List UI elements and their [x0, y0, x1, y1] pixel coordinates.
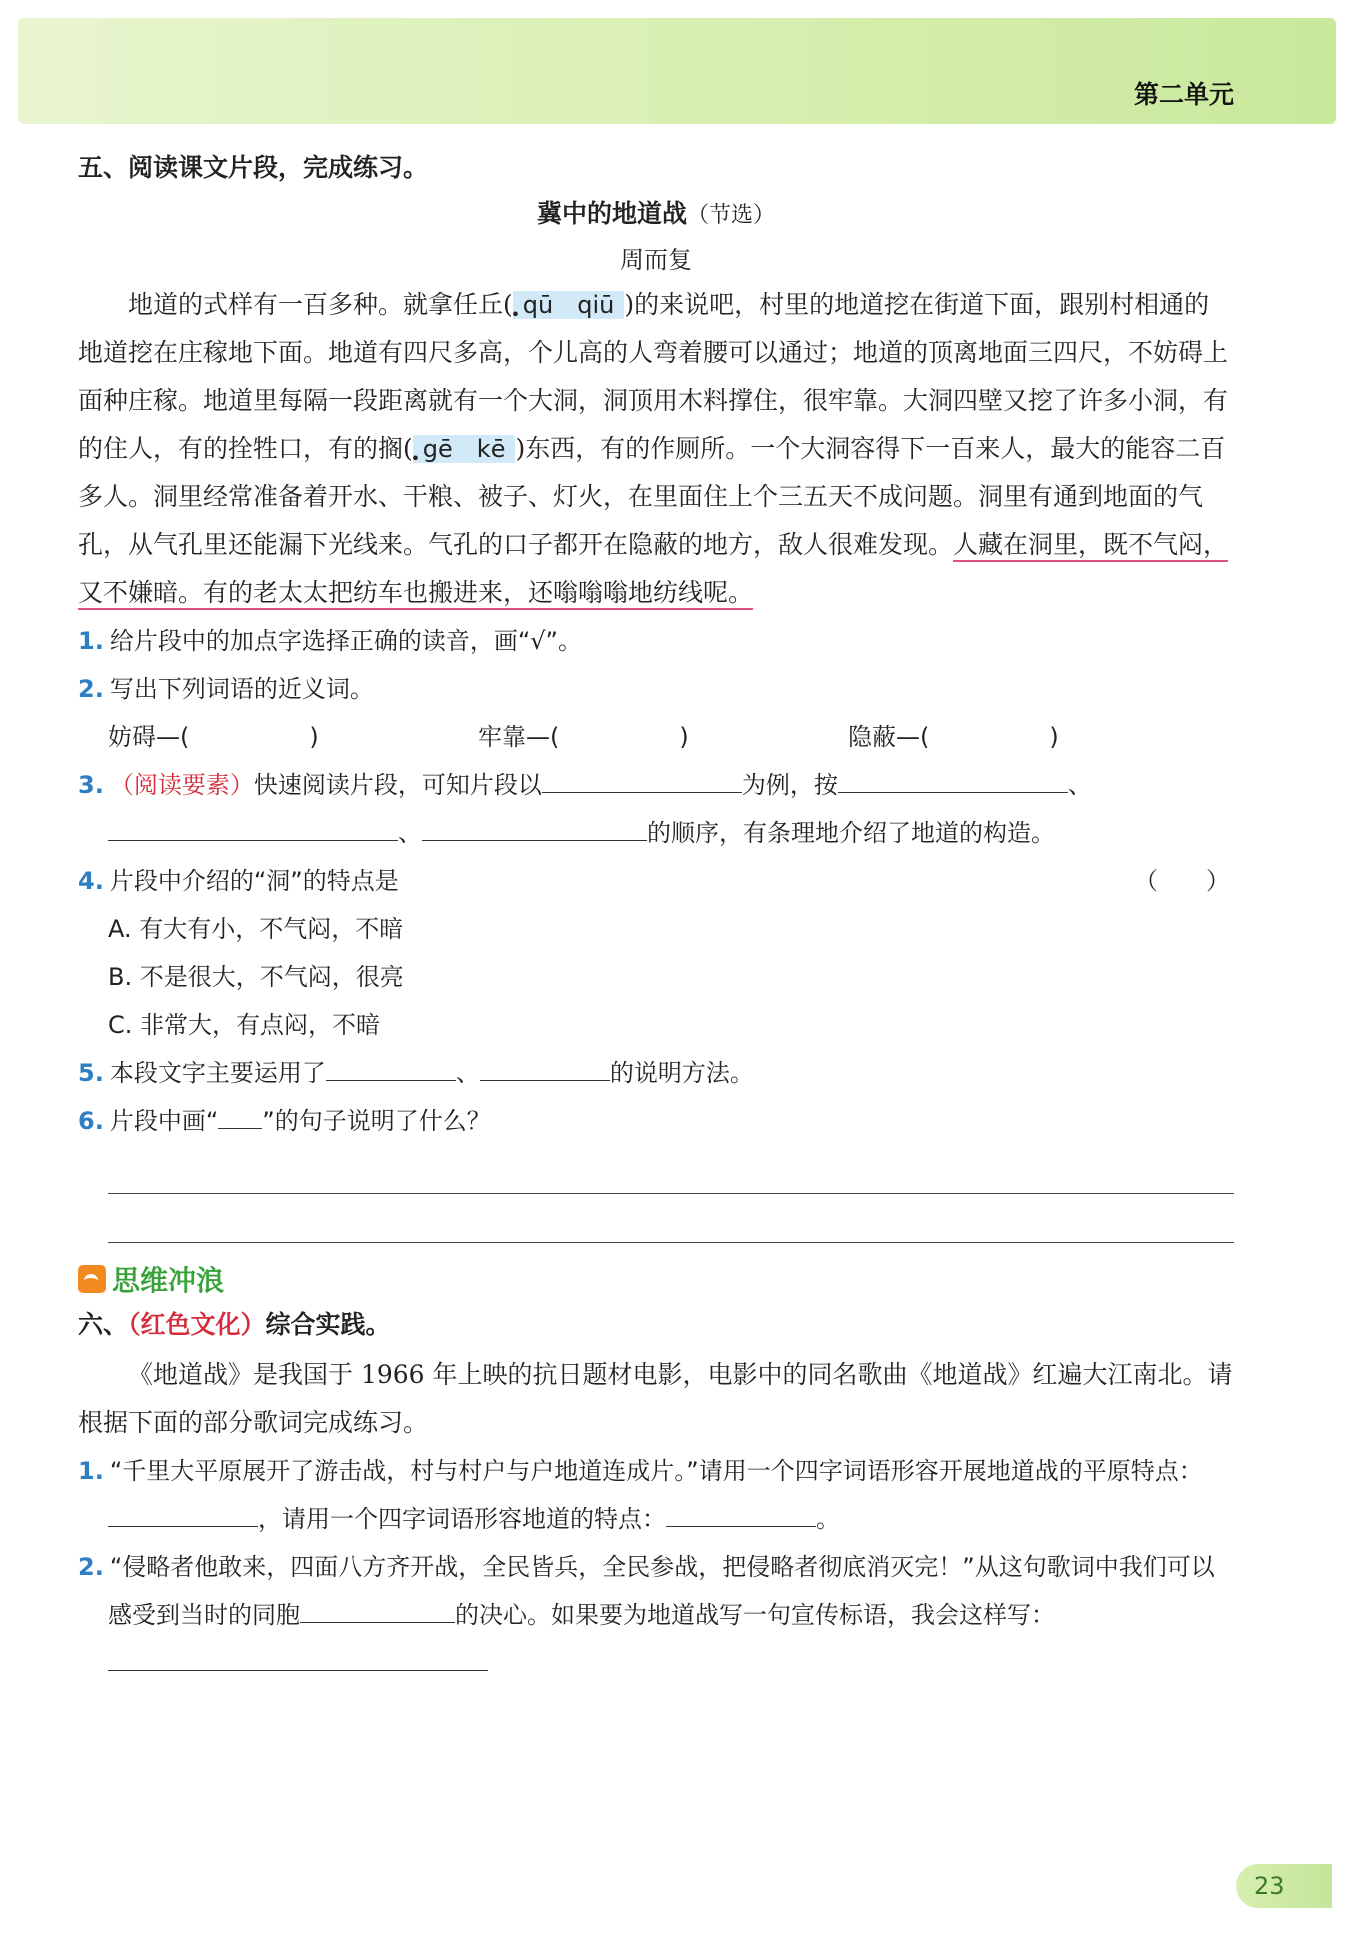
- question-text: 片段中画“: [109, 1107, 219, 1135]
- question-6-1: [78, 1447, 1234, 1543]
- passage-title-note: （节选）: [687, 203, 776, 228]
- question-text: 给片段中的加点字选择正确的读音，画“√”。: [109, 627, 582, 655]
- question-6-2: [78, 1543, 1234, 1687]
- question-text: 为例，按: [741, 771, 838, 799]
- pinyin-options-ge[interactable]: gē kē: [413, 435, 516, 463]
- answer-paren[interactable]: （ ）: [1134, 867, 1230, 895]
- question-text: 的说明方法。: [609, 1059, 754, 1087]
- answer-blank[interactable]: [480, 1050, 610, 1081]
- question-text: ，请用一个四字词语形容地道的特点：: [258, 1505, 666, 1533]
- passage-title: [78, 194, 1234, 230]
- question-text: 片段中介绍的“洞”的特点是: [109, 867, 399, 895]
- answer-blank[interactable]: [326, 1050, 456, 1081]
- option-b[interactable]: B. 不是很大，不气闷，很亮: [108, 963, 404, 991]
- question-number: 1.: [78, 627, 104, 655]
- section6-prefix: 六、: [78, 1310, 129, 1339]
- question-number: 5.: [78, 1059, 104, 1087]
- question-text: 、: [455, 1059, 480, 1087]
- question-5-4: [78, 857, 1234, 905]
- synonym-item[interactable]: 妨碍—( ): [108, 723, 319, 751]
- section6-intro: [78, 1351, 1234, 1447]
- question-text: 、: [398, 819, 422, 847]
- question-5-1: [78, 617, 1234, 665]
- passage-title-text: 冀中的地道战: [536, 199, 687, 228]
- answer-blank[interactable]: [666, 1496, 816, 1527]
- thinking-banner: [78, 1259, 1234, 1299]
- question-5-5: [78, 1049, 1234, 1097]
- question-text: 。: [816, 1505, 840, 1533]
- question-5-6: [78, 1097, 1234, 1145]
- question-text: 快速阅读片段，可知片段以: [253, 771, 542, 799]
- dotted-char-ge: 搁: [378, 434, 404, 463]
- underlined-sentence: 人藏在洞里，既不气闷，又不嫌暗。有的老太太把纺车也搬进来，还嗡嗡嗡地纺线呢。: [78, 530, 1229, 607]
- pinyin-options-qiu[interactable]: qū qiū: [513, 291, 625, 319]
- question-5-2: [78, 665, 1234, 713]
- section6-suffix: 综合实践。: [265, 1310, 391, 1339]
- answer-blank[interactable]: [422, 810, 647, 841]
- section6-intro-text: 《地道战》是我国于 1966 年上映的抗日题材电影，电影中的同名歌曲《地道战》红遍大江南北。请根据下面的部分歌词完成练习。: [78, 1360, 1233, 1437]
- question-text: 的顺序，有条理地介绍了地道的构造。: [647, 819, 1055, 847]
- question-text: 的决心。如果要为地道战写一句宣传标语，我会这样写：: [455, 1601, 1055, 1629]
- question-5-3-cont: [78, 809, 1234, 857]
- question-text: ”的句子说明了什么？: [262, 1107, 491, 1135]
- answer-blank[interactable]: [838, 762, 1068, 793]
- passage-author: 周而复: [620, 246, 692, 274]
- question-text: “侵略者他敢来，四面八方齐开战，全民皆兵，全民参战，把侵略者彻底消灭完！”从这句歌词中我们可以感受到当时的同胞: [108, 1553, 1215, 1629]
- passage: [78, 281, 1234, 617]
- dotted-char-qiu: 丘: [478, 290, 504, 319]
- section5-title: 五、阅读课文片段，完成练习。: [78, 153, 429, 182]
- answer-blank[interactable]: [300, 1592, 455, 1623]
- answer-blank[interactable]: [108, 810, 398, 841]
- wave-icon: [78, 1265, 106, 1293]
- answer-blank[interactable]: [542, 762, 742, 793]
- question-number: 4.: [78, 867, 104, 895]
- question-number: 1.: [78, 1457, 104, 1485]
- answer-line[interactable]: [108, 1194, 1234, 1243]
- section6-title: [78, 1305, 1234, 1341]
- question-number: 2.: [78, 675, 104, 703]
- question-text: 写出下列词语的近义词。: [109, 675, 374, 703]
- passage-text-3: 东西，有的作厕所。一个大洞容得下一百来人，最大的能容二百多人。洞里经常准备着开水、干粮、被子、灯火，在里面住上个三五天不成问题。洞里有通到地面的气孔，从气孔里还能漏下光线来。气孔的口子都开在隐蔽的地方，敌人很难发现。: [78, 434, 1226, 559]
- question-number: 3.: [78, 771, 104, 799]
- banner-label: 思维冲浪: [112, 1264, 225, 1297]
- underline-sample: [218, 1108, 262, 1129]
- question-5-3: [78, 761, 1234, 809]
- question-text: 本段文字主要运用了: [109, 1059, 326, 1087]
- question-text: 、: [1067, 771, 1092, 799]
- page-number: 23: [1236, 1864, 1332, 1908]
- unit-label: 第二单元: [1133, 80, 1234, 109]
- answer-blank[interactable]: [108, 1496, 258, 1527]
- option-c[interactable]: C. 非常大，有点闷，不暗: [108, 1011, 381, 1039]
- passage-paragraph: 地道的式样有一百多种。就拿任丘( qū qiū )的来说吧，村里的地道挖在街道下面，跟别村相通的地道挖在庄稼地下面。地道有四尺多高，个儿高的人弯着腰可以通过；地道的顶离地面三四尺，不妨碍上面种庄稼。地道里每隔一段距离就有一个大洞，洞顶用木料撑住，很牢靠。大洞四壁又挖了许多小洞，有的住人，有的拴牲口，有的搁( gē kē )东西，有的作厕所。一个大洞容得下一百来人，最大的能容二百多人。洞里经常准备着开水、干粮、被子、灯火，在里面住上个三五天不成问题。洞里有通到地面的气孔，从气孔里还能漏下光线来。气孔的口子都开在隐蔽的地方，敌人很难发现。人藏在洞里，既不气闷，又不嫌暗。有的老太太把纺车也搬进来，还嗡嗡嗡地纺线呢。: [78, 290, 1229, 607]
- page-content: [78, 140, 1234, 1687]
- section6-tag: （红色文化）: [128, 1310, 266, 1339]
- question-number: 2.: [78, 1553, 104, 1581]
- synonym-row: [78, 713, 1234, 761]
- synonym-item[interactable]: 牢靠—( ): [478, 723, 689, 751]
- option-a[interactable]: A. 有大有小，不气闷，不暗: [108, 915, 404, 943]
- passage-text-2: 的来说吧，村里的地道挖在街道下面，跟别村相通的地道挖在庄稼地下面。地道有四尺多高，个儿高的人弯着腰可以通过；地道的顶离地面三四尺，不妨碍上面种庄稼。地道里每隔一段距离就有一个大洞，洞顶用木料撑住，很牢靠。大洞四壁又挖了许多小洞，有的住人，有的拴牲口，有的: [78, 290, 1229, 463]
- question-text: “千里大平原展开了游击战，村与村户与户地道连成片。”请用一个四字词语形容开展地道战的平原特点：: [109, 1457, 1203, 1485]
- answer-line[interactable]: [108, 1145, 1234, 1194]
- question-number: 6.: [78, 1107, 104, 1135]
- synonym-item[interactable]: 隐蔽—( ): [848, 723, 1059, 751]
- question-tag: （阅读要素）: [109, 771, 254, 799]
- answer-blank[interactable]: [108, 1640, 488, 1671]
- passage-text-1: 地道的式样有一百多种。就拿任: [128, 290, 479, 319]
